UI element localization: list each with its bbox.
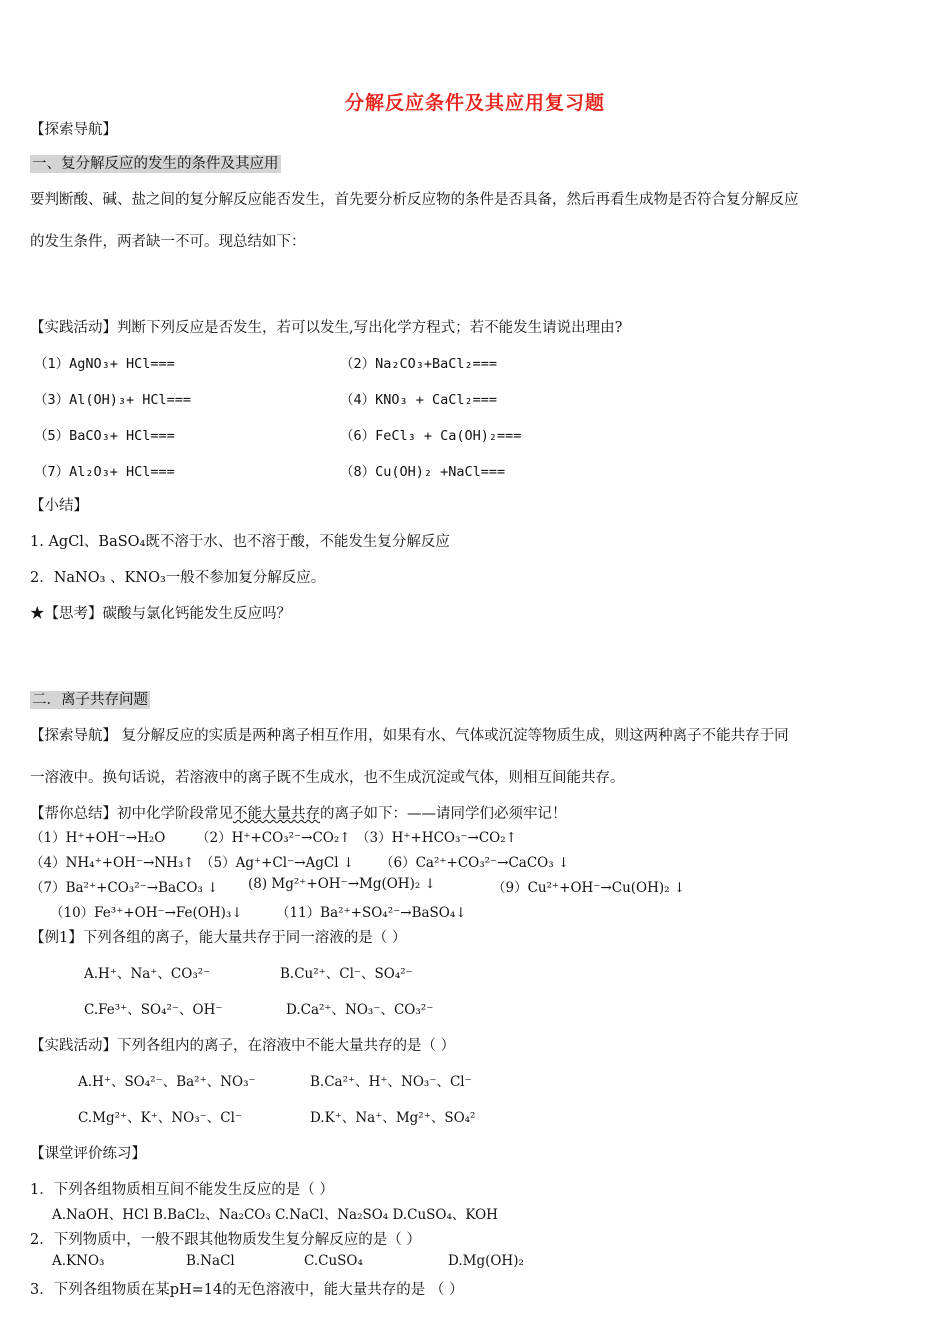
ion-reaction-7: （7）Ba²⁺+CO₃²⁻→BaCO₃ ↓ bbox=[30, 880, 219, 896]
ion-reaction-11: （11）Ba²⁺+SO₄²⁻→BaSO₄↓ bbox=[276, 905, 467, 921]
ion-reaction-6: （6）Ca²⁺+CO₃²⁻→CaCO₃ ↓ bbox=[380, 855, 570, 871]
summary-item-1: 1. AgCl、BaSO₄既不溶于水、也不溶于酸，不能发生复分解反应 bbox=[30, 534, 450, 550]
example1-option-c: C.Fe³⁺、SO₄²⁻、OH⁻ bbox=[84, 1002, 223, 1018]
summary-item-2: 2．NaNO₃ 、KNO₃一般不参加复分解反应。 bbox=[30, 570, 326, 586]
practice-q1-options: A.NaOH、HCl B.BaCl₂、Na₂CO₃ C.NaCl、Na₂SO₄ D.CuSO₄、KOH bbox=[52, 1207, 498, 1223]
page-title: 分解反应条件及其应用复习题 bbox=[344, 92, 605, 114]
section2-para1: 【探索导航】 复分解反应的实质是两种离子相互作用，如果有水、气体或沉淀等物质生成，则这两种离子不能共存于同 bbox=[30, 728, 789, 744]
section1-heading-text: 一、复分解反应的发生的条件及其应用 bbox=[32, 156, 279, 172]
practice-q3: 3．下列各组物质在某pH=14的无色溶液中，能大量共存的是 （ ） bbox=[30, 1282, 464, 1298]
practice-header: 【课堂评价练习】 bbox=[30, 1146, 146, 1162]
activity2-option-b: B.Ca²⁺、H⁺、NO₃⁻、Cl⁻ bbox=[310, 1074, 472, 1090]
think-question: ★【思考】碳酸与氯化钙能发生反应吗？ bbox=[30, 606, 291, 622]
reaction-2: （2）Na₂CO₃+BaCl₂=== bbox=[340, 356, 498, 372]
practice-q1: 1．下列各组物质相互间不能发生反应的是（ ） bbox=[30, 1182, 334, 1198]
ion-reaction-4: （4）NH₄⁺+OH⁻→NH₃↑ bbox=[30, 855, 195, 871]
reaction-1: （1）AgNO₃+ HCl=== bbox=[34, 356, 175, 372]
activity-prompt: 【实践活动】判断下列反应是否发生，若可以发生,写出化学方程式；若不能发生请说出理由? bbox=[30, 320, 623, 336]
section2-heading bbox=[30, 688, 150, 709]
ion-reaction-8: (8) Mg²⁺+OH⁻→Mg(OH)₂ ↓ bbox=[248, 876, 436, 892]
section2-para2: 一溶液中。换句话说，若溶液中的离子既不生成水，也不生成沉淀或气体，则相互间能共存。 bbox=[30, 770, 625, 786]
ion-reaction-2: （2）H⁺+CO₃²⁻→CO₂↑ bbox=[196, 830, 351, 846]
practice-q2-option-d: D.Mg(OH)₂ bbox=[448, 1253, 524, 1269]
section1-heading bbox=[30, 152, 281, 173]
help-summary-post: 的离子如下：——请同学们必须牢记！ bbox=[320, 806, 567, 822]
practice-q2-option-c: C.CuSO₄ bbox=[304, 1253, 363, 1269]
help-summary-pre: 【帮你总结】初中化学阶段常见 bbox=[30, 806, 233, 822]
intro-header: 【探索导航】 bbox=[30, 122, 117, 138]
ion-reaction-1: （1）H⁺+OH⁻→H₂O bbox=[30, 830, 166, 846]
section1-para1: 要判断酸、碱、盐之间的复分解反应能否发生，首先要分析反应物的条件是否具备，然后再看生成物是否符合复分解反应 bbox=[30, 192, 799, 208]
ion-reaction-5: （5）Ag⁺+Cl⁻→AgCl ↓ bbox=[200, 855, 355, 871]
activity2-option-d: D.K⁺、Na⁺、Mg²⁺、SO₄² bbox=[310, 1110, 476, 1126]
help-summary-underlined: 不能大量共存 bbox=[233, 806, 320, 822]
activity2-question: 【实践活动】下列各组内的离子，在溶液中不能大量共存的是（ ） bbox=[30, 1038, 456, 1054]
reaction-8: （8）Cu(OH)₂ +NaCl=== bbox=[340, 464, 506, 480]
ion-reaction-3: （3）H⁺+HCO₃⁻→CO₂↑ bbox=[356, 830, 517, 846]
example1-question: 【例1】下列各组的离子，能大量共存于同一溶液的是（ ） bbox=[30, 930, 407, 946]
help-summary bbox=[30, 802, 567, 823]
section2-heading-text: 二．离子共存问题 bbox=[32, 692, 148, 708]
reaction-7: （7）Al₂O₃+ HCl=== bbox=[34, 464, 175, 480]
reaction-4: （4）KNO₃ + CaCl₂=== bbox=[340, 392, 498, 408]
practice-q2-option-a: A.KNO₃ bbox=[52, 1253, 105, 1269]
reaction-3: （3）Al(OH)₃+ HCl=== bbox=[34, 392, 192, 408]
example1-option-a: A.H⁺、Na⁺、CO₃²⁻ bbox=[84, 966, 211, 982]
summary-header: 【小结】 bbox=[30, 498, 88, 514]
activity2-option-c: C.Mg²⁺、K⁺、NO₃⁻、Cl⁻ bbox=[78, 1110, 243, 1126]
section1-para2: 的发生条件，两者缺一不可。现总结如下： bbox=[30, 234, 306, 250]
example1-option-d: D.Ca²⁺、NO₃⁻、CO₃²⁻ bbox=[286, 1002, 434, 1018]
example1-option-b: B.Cu²⁺、Cl⁻、SO₄²⁻ bbox=[280, 966, 413, 982]
practice-q2-option-b: B.NaCl bbox=[186, 1253, 235, 1269]
ion-reaction-10: （10）Fe³⁺+OH⁻→Fe(OH)₃↓ bbox=[50, 905, 243, 921]
reaction-6: （6）FeCl₃ + Ca(OH)₂=== bbox=[340, 428, 522, 444]
practice-q2: 2．下列物质中，一般不跟其他物质发生复分解反应的是（ ） bbox=[30, 1232, 421, 1248]
ion-reaction-9: （9）Cu²⁺+OH⁻→Cu(OH)₂ ↓ bbox=[492, 880, 686, 896]
activity2-option-a: A.H⁺、SO₄²⁻、Ba²⁺、NO₃⁻ bbox=[78, 1074, 256, 1090]
reaction-5: （5）BaCO₃+ HCl=== bbox=[34, 428, 175, 444]
